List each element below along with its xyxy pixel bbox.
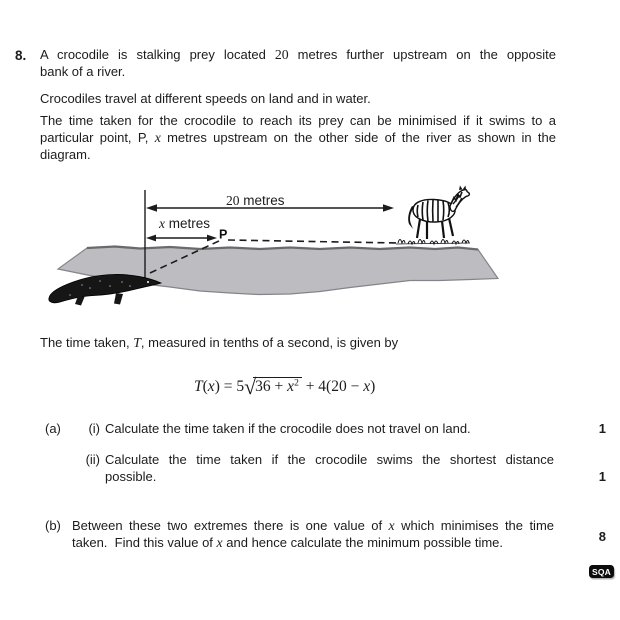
formula-lparen: ( [202,378,208,395]
sqa-logo: SQA [589,565,614,578]
t-variable: T [133,335,141,350]
p3-line2-text: particular point, P, [40,130,155,145]
p3-line2-rest: metres upstream on the other side of the river as shown in the [160,130,556,145]
p1-line2-text: bank of a river. [40,64,126,79]
marks-a-ii: 1 [598,469,606,484]
part-b-label: (b) [45,518,61,533]
question-number: 8. [15,48,27,63]
formula [194,374,375,400]
point-p-label: P [219,227,228,242]
radicand-36: 36 + [255,378,288,395]
p3-x-variable: x [154,130,161,145]
part-a-i-label: (i) [88,421,100,436]
arrow-x-metres [146,235,217,242]
intro-paragraph-1 [40,46,556,80]
formula-x1: x [207,378,215,395]
part-a-i-text: Calculate the time taken if the crocodile does not travel on land. [105,421,471,436]
given-by-text: The time taken, [40,335,134,350]
b-x-variable-2: x [216,535,223,550]
p2-text: Crocodiles travel at different speeds on land and in water. [40,91,371,106]
given-by-rest: , measured in tenths of a second, is given by [140,335,399,350]
formula-plus-4: + 4(20 − [301,378,364,395]
p3-line3-text: diagram. [40,147,91,162]
p1-line1-text: A crocodile is stalking prey located [40,47,275,62]
crocodile-icon [49,274,161,305]
label-x-metres: x metres [159,216,211,231]
intro-paragraph-2 [40,90,556,107]
formula-T: T [194,378,203,395]
part-a-ii-text: Calculate the time taken if the crocodile swims the shortest distance possible. [105,452,554,484]
formula-x2: x [363,378,371,395]
radical-sign: √ [244,374,257,399]
p1-number-20: 20 [274,47,289,62]
formula-equals-5: ) = 5 [214,378,245,395]
radicand-x: x [287,378,295,395]
grass [396,240,470,245]
b-x-variable-1: x [388,518,395,533]
intro-paragraph-3 [40,112,556,163]
radical-body [253,377,302,395]
marks-a-i: 1 [598,421,606,436]
label-20-metres: 20 metres [226,193,285,208]
part-b-text: Between these two extremes there is one value of x which minimises the time taken. Find this value of x and hence calculate the minimum possible time. [72,518,554,550]
zebra-icon [408,186,469,240]
radicand-exponent: 2 [294,378,299,389]
formula-rparen: ) [370,378,376,395]
p3-line1-text: The time taken for the crocodile to reach its prey can be minimised if it swims to a [40,113,556,128]
part-a-ii-label: (ii) [85,452,100,467]
river-diagram [0,183,620,313]
given-by-sentence [40,334,556,351]
p1-line1-rest: metres further upstream on the opposite [288,47,556,62]
part-a-label: (a) [45,421,61,436]
marks-b: 8 [598,529,606,544]
